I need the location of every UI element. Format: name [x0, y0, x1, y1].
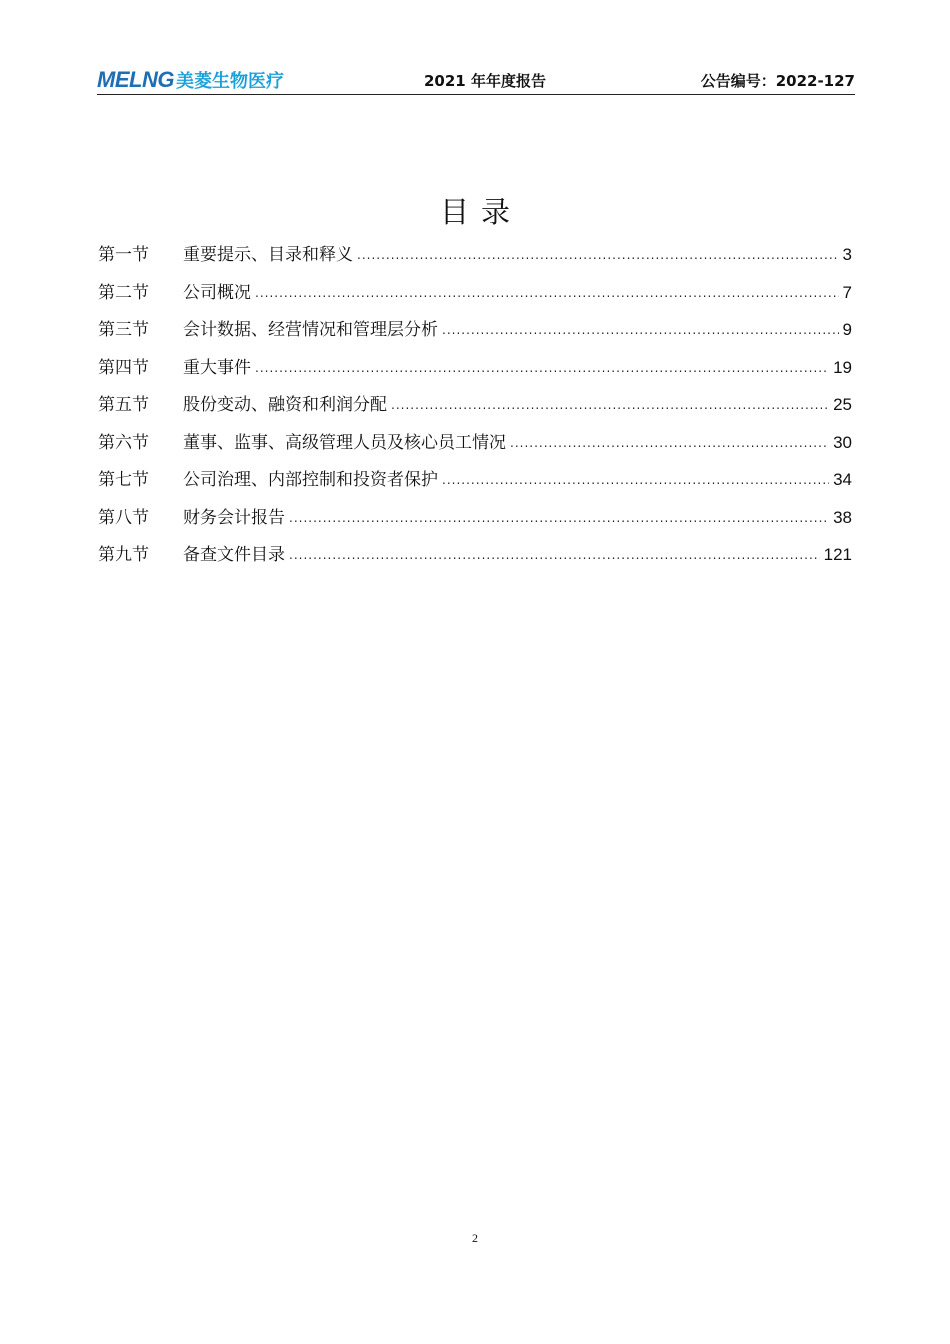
logo-chinese-text: 美菱生物医疗 [175, 71, 284, 92]
toc-section-title: 备查文件目录 [183, 545, 285, 565]
toc-page-number: 30 [833, 432, 852, 452]
toc-section-number: 第七节 [98, 470, 149, 490]
toc-section-number: 第八节 [98, 507, 149, 528]
toc-entry[interactable] [98, 315, 852, 353]
toc-section-number: 第一节 [98, 245, 149, 265]
toc-section-number: 第二节 [98, 282, 149, 303]
report-title: 2021 年年度报告 [424, 72, 546, 90]
toc-section-title: 公司概况 [183, 282, 251, 303]
toc-section-title: 财务会计报告 [183, 507, 285, 528]
toc-title: 目录 [439, 195, 522, 229]
toc-section-number: 第九节 [98, 545, 149, 565]
toc-page-number: 121 [823, 545, 852, 564]
page-header [97, 64, 855, 95]
toc-leader-dots [391, 394, 829, 414]
toc-section-title: 重大事件 [183, 357, 251, 378]
toc-entry[interactable] [98, 428, 852, 466]
toc-section-number: 第六节 [98, 432, 149, 453]
toc-section-title: 公司治理、内部控制和投资者保护 [183, 470, 438, 490]
toc-leader-dots [357, 244, 839, 264]
toc-page-number: 7 [842, 282, 852, 302]
toc-entry[interactable] [98, 390, 852, 428]
toc-section-title: 股份变动、融资和利润分配 [183, 395, 387, 415]
toc-entry[interactable] [98, 540, 852, 578]
toc-page-number: 19 [833, 357, 852, 377]
toc-page-number: 3 [842, 245, 852, 264]
toc-page-number: 25 [833, 395, 852, 414]
toc-section-title: 会计数据、经营情况和管理层分析 [183, 320, 438, 340]
logo-latin-text: MELNG [97, 67, 174, 92]
page-number: 2 [472, 1231, 478, 1245]
toc-section-title: 重要提示、目录和释义 [183, 245, 353, 265]
toc-leader-dots [255, 282, 839, 302]
toc-leader-dots [510, 432, 829, 452]
toc-section-number: 第五节 [98, 395, 149, 415]
toc-leader-dots [442, 469, 829, 489]
toc-page-number: 9 [842, 320, 852, 339]
toc-section-number: 第三节 [98, 320, 149, 340]
toc-entry[interactable] [98, 240, 852, 278]
toc-leader-dots [289, 507, 829, 527]
toc-page-number: 38 [833, 507, 852, 527]
toc-entry[interactable] [98, 465, 852, 503]
table-of-contents [98, 240, 852, 578]
toc-section-title: 董事、监事、高级管理人员及核心员工情况 [183, 432, 506, 453]
announcement-number: 公告编号：2022-127 [700, 72, 855, 90]
toc-leader-dots [255, 357, 829, 377]
toc-leader-dots [442, 319, 839, 339]
toc-entry[interactable] [98, 503, 852, 541]
toc-leader-dots [289, 544, 820, 564]
toc-section-number: 第四节 [98, 357, 149, 378]
toc-entry[interactable] [98, 278, 852, 316]
company-logo [97, 67, 284, 93]
toc-entry[interactable] [98, 353, 852, 391]
toc-page-number: 34 [833, 470, 852, 489]
